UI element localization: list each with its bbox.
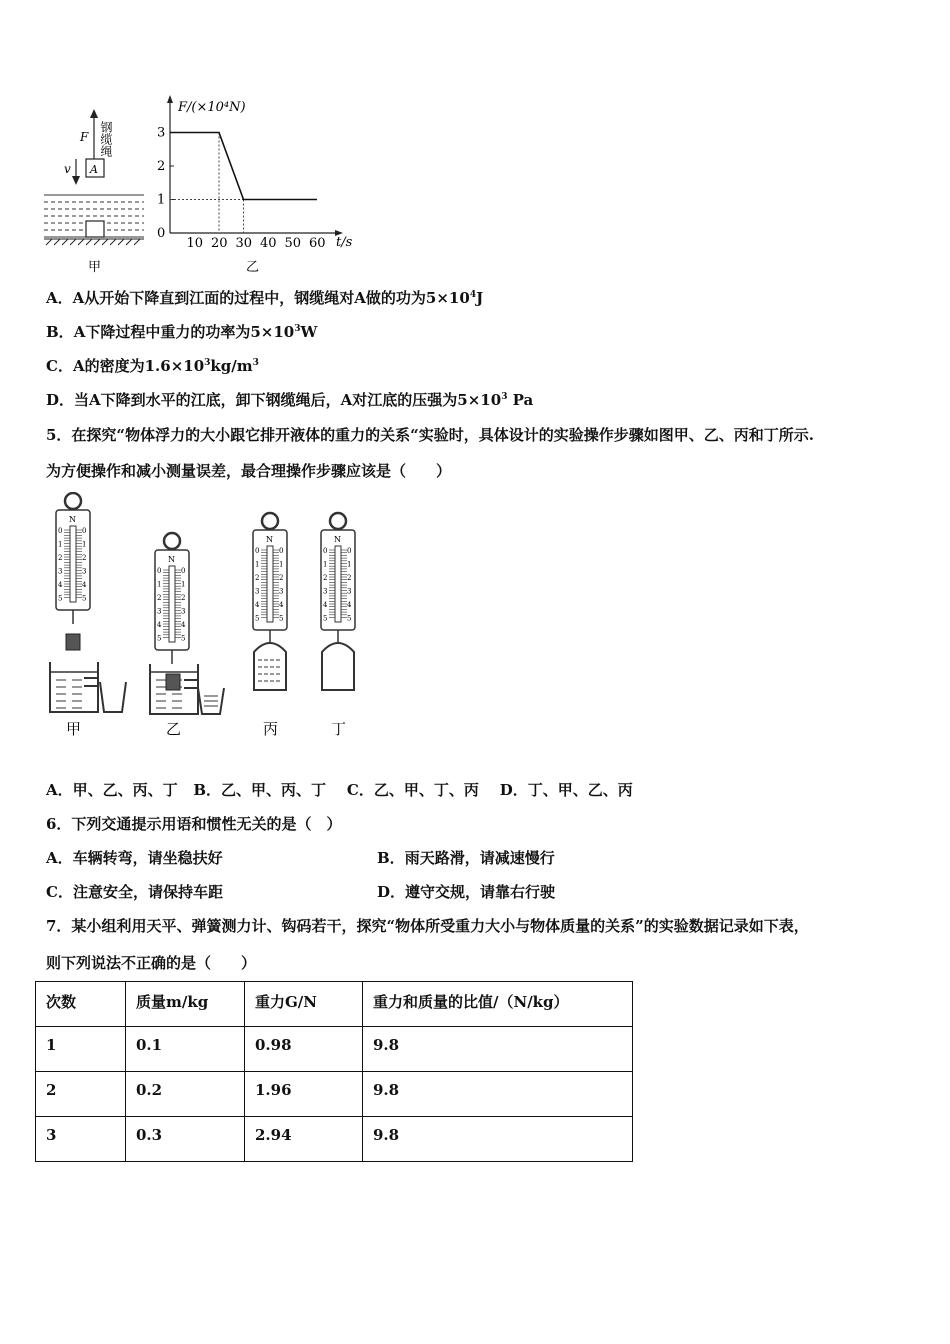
q6-option-b[interactable]: B．雨天路滑，请减速慢行 xyxy=(377,849,555,867)
scale-number: 1 xyxy=(181,580,186,589)
scale-number: 4 xyxy=(181,621,186,629)
q4-option-c[interactable]: C．A的密度为$1.6\times 10^3kg/m^3$ xyxy=(46,357,259,375)
q5-option-a[interactable]: A．甲、乙、丙、丁 xyxy=(46,781,178,799)
table-header: 次数 xyxy=(36,982,126,1027)
q6-option-c[interactable]: C．注意安全，请保持车距 xyxy=(46,883,223,901)
scale-ring xyxy=(330,513,346,529)
bucket-ding xyxy=(322,643,354,690)
scale-number: 5 xyxy=(58,594,63,603)
scale-ding xyxy=(321,513,355,644)
beaker-spout xyxy=(84,678,98,686)
series-line-F xyxy=(170,133,317,200)
scale-number: 5 xyxy=(347,614,352,623)
table-cell: 3 xyxy=(36,1117,126,1162)
table-cell: 9.8 xyxy=(363,1072,633,1117)
scale-number: 2 xyxy=(255,574,260,582)
scale-number: 0 xyxy=(347,547,352,555)
block-a-bottom xyxy=(86,221,104,237)
table-row xyxy=(36,1027,633,1072)
scale-caption: 甲 xyxy=(66,720,82,738)
chart-caption-yi: 乙 xyxy=(246,260,260,275)
scale-number: 3 xyxy=(255,587,260,596)
scale-bing xyxy=(253,513,287,644)
scale-number: 3 xyxy=(82,567,87,576)
scale-number: 4 xyxy=(82,581,87,589)
table-header: 重力和质量的比值/（N/kg） xyxy=(363,982,633,1027)
spring-scale-figure xyxy=(40,492,370,748)
x-tick-label: 20 xyxy=(211,236,228,251)
y-tick-label: 3 xyxy=(157,125,166,141)
table-header: 重力G/N xyxy=(245,982,363,1027)
chart-xlabel: t/s xyxy=(336,235,353,250)
scale-number: 2 xyxy=(323,574,328,582)
scale-number: 2 xyxy=(58,554,63,562)
scale-yi xyxy=(155,533,189,664)
y-tick-label: 2 xyxy=(157,159,166,174)
scale-caption: 乙 xyxy=(166,720,182,738)
scale-number: 5 xyxy=(181,634,186,643)
q6-option-a[interactable]: A．车辆转弯，请坐稳扶好 xyxy=(46,849,223,867)
rope-label: 钢缆绳 xyxy=(99,121,113,157)
scale-number: 4 xyxy=(279,601,284,609)
scale-number: 5 xyxy=(279,614,284,623)
q7-stem-line1: 7．某小组利用天平、弹簧测力计、钩码若干，探究“物体所受重力大小与物体质量的关系”的实验数据记录如下表， xyxy=(46,917,809,935)
scale-caption: 丁 xyxy=(331,720,347,738)
q7-data-table xyxy=(35,981,633,1162)
y-axis-arrow xyxy=(167,95,173,103)
block-a-label: A xyxy=(90,163,98,176)
scale-number: 0 xyxy=(279,547,284,555)
table-row xyxy=(36,1072,633,1117)
table-header-row xyxy=(36,982,633,1027)
scale-ring xyxy=(65,493,81,509)
q5-option-d[interactable]: D．丁、甲、乙、丙 xyxy=(499,781,633,799)
scale-unit-label: N xyxy=(168,555,175,564)
force-arrow-head xyxy=(90,109,98,118)
scale-ring xyxy=(262,513,278,529)
scale-number: 3 xyxy=(58,567,63,576)
y-tick-label: 0 xyxy=(157,226,166,241)
chart-ylabel: F/(×10⁴N) xyxy=(178,100,246,115)
scale-number: 3 xyxy=(279,587,284,596)
force-label: F xyxy=(80,130,89,144)
scale-number: 0 xyxy=(157,567,162,575)
figure-caption-jia: 甲 xyxy=(88,260,102,275)
q6-option-d[interactable]: D．遵守交规，请靠右行驶 xyxy=(377,883,556,901)
scale-number: 1 xyxy=(255,560,260,569)
scale-number: 2 xyxy=(181,594,186,602)
scale-unit-label: N xyxy=(266,535,273,544)
scale-jia xyxy=(56,493,90,624)
table-header: 质量m/kg xyxy=(126,982,245,1027)
scale-number: 5 xyxy=(82,594,87,603)
q5-option-b[interactable]: B．乙、甲、丙、丁 xyxy=(193,781,327,799)
x-tick-label: 50 xyxy=(284,236,302,251)
scale-number: 0 xyxy=(58,527,63,535)
scale-unit-label: N xyxy=(69,515,76,524)
scale-number: 1 xyxy=(58,540,63,549)
x-tick-label: 60 xyxy=(309,236,326,251)
table-cell: 9.8 xyxy=(363,1027,633,1072)
table-cell: 0.98 xyxy=(245,1027,363,1072)
q7-stem-line2: 则下列说法不正确的是（ ） xyxy=(46,954,257,972)
q6-stem: 6．下列交通提示用语和惯性无关的是（ ） xyxy=(46,815,342,833)
scale-number: 3 xyxy=(181,607,186,616)
table-cell: 0.3 xyxy=(126,1117,245,1162)
riverbed xyxy=(44,239,144,245)
scale-caption: 丙 xyxy=(263,720,279,738)
x-tick-label: 40 xyxy=(260,236,277,251)
table-cell: 2 xyxy=(36,1072,126,1117)
x-tick-label: 30 xyxy=(235,236,253,251)
scale-number: 1 xyxy=(323,560,328,569)
scale-slot xyxy=(70,526,76,602)
crane-diagram xyxy=(40,105,150,275)
q5-option-c[interactable]: C．乙、甲、丁、丙 xyxy=(346,781,479,799)
scale-number: 0 xyxy=(255,547,260,555)
q5-stem-line2: 为方便操作和减小测量误差，最合理操作步骤应该是（ ） xyxy=(46,462,452,480)
table-row xyxy=(36,1117,633,1162)
scale-number: 3 xyxy=(323,587,328,596)
scale-number: 3 xyxy=(347,587,352,596)
scale-number: 3 xyxy=(157,607,162,616)
velocity-label: v xyxy=(64,162,71,176)
table-cell: 9.8 xyxy=(363,1117,633,1162)
weight-jia xyxy=(66,634,80,650)
y-tick-label: 1 xyxy=(157,192,166,208)
scale-number: 1 xyxy=(157,580,162,589)
table-cell: 1.96 xyxy=(245,1072,363,1117)
scale-number: 5 xyxy=(323,614,328,623)
beaker-spout xyxy=(184,680,198,688)
table-cell: 2.94 xyxy=(245,1117,363,1162)
weight-yi xyxy=(166,674,180,690)
scale-number: 2 xyxy=(279,574,284,582)
scale-number: 1 xyxy=(347,560,352,569)
table-cell: 0.2 xyxy=(126,1072,245,1117)
table-cell: 1 xyxy=(36,1027,126,1072)
table-cell: 0.1 xyxy=(126,1027,245,1072)
scale-number: 5 xyxy=(255,614,260,623)
scale-slot xyxy=(335,546,341,622)
q5-stem-line1: 5．在探究“物体浮力的大小跟它排开液体的重力的关系“实验时，具体设计的实验操作步骤如图甲、乙、丙和丁所示. xyxy=(46,426,814,444)
scale-number: 4 xyxy=(347,601,352,609)
scale-number: 0 xyxy=(82,527,87,535)
scale-number: 0 xyxy=(181,567,186,575)
q4-option-b[interactable]: B．A下降过程中重力的功率为$5\times 10^3W$ xyxy=(46,323,318,341)
scale-number: 5 xyxy=(157,634,162,643)
scale-number: 2 xyxy=(347,574,352,582)
scale-number: 4 xyxy=(58,581,63,589)
scale-number: 4 xyxy=(323,601,328,609)
scale-number: 2 xyxy=(82,554,87,562)
scale-ring xyxy=(164,533,180,549)
scale-number: 2 xyxy=(157,594,162,602)
small-cup xyxy=(100,682,126,712)
scale-number: 4 xyxy=(157,621,162,629)
scale-number: 1 xyxy=(279,560,284,569)
scale-number: 4 xyxy=(255,601,260,609)
q5-options xyxy=(46,779,633,800)
velocity-arrow-head xyxy=(72,176,80,185)
scale-number: 0 xyxy=(323,547,328,555)
q4-option-a[interactable]: A．A从开始下降直到江面的过程中，钢缆绳对A做的功为$5\times 10^4J$ xyxy=(46,289,484,307)
scale-slot xyxy=(169,566,175,642)
force-time-chart xyxy=(150,95,380,275)
x-tick-label: 10 xyxy=(186,236,204,251)
scale-unit-label: N xyxy=(334,535,341,544)
scale-number: 1 xyxy=(82,540,87,549)
q4-option-d[interactable]: D．当A下降到水平的江底，卸下钢缆绳后，A对江底的压强为$5\times 10^3$ Pa xyxy=(46,391,534,409)
scale-slot xyxy=(267,546,273,622)
